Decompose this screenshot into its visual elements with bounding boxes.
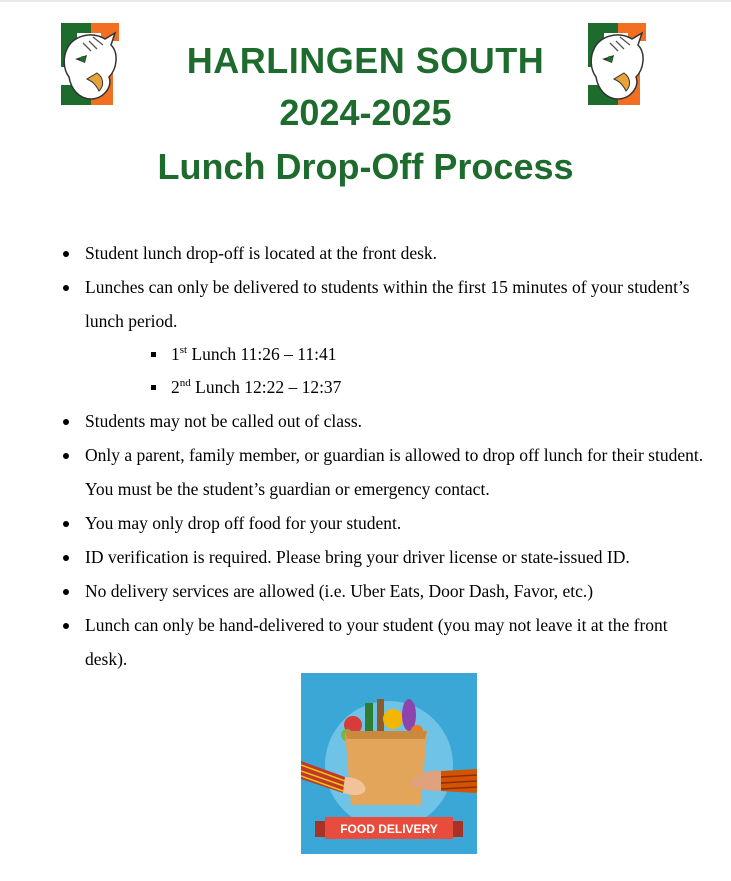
list-item: Lunch can only be hand-delivered to your student (you may not leave it at the front desk). — [58, 608, 708, 676]
rules-list — [58, 236, 708, 676]
list-item: ID verification is required. Please bring your driver license or state-issued ID. — [58, 540, 708, 574]
list-item — [58, 270, 708, 404]
list-item-text: Lunches can only be delivered to students within the first 15 minutes of your student’s lunch period. — [85, 277, 690, 331]
banner-text: FOOD DELIVERY — [340, 822, 438, 836]
list-item: Student lunch drop-off is located at the front desk. — [58, 236, 708, 270]
page-title-school: HARLINGEN SOUTH — [186, 40, 545, 81]
food-delivery-icon — [301, 673, 477, 854]
list-item: No delivery services are allowed (i.e. Uber Eats, Door Dash, Favor, etc.) — [58, 574, 708, 608]
lunch-period: 2nd Lunch 12:22 – 12:37 — [151, 371, 708, 404]
page-title-process: Lunch Drop-Off Process — [157, 146, 574, 187]
lunch-periods-list — [85, 338, 708, 404]
list-item: Students may not be called out of class. — [58, 404, 708, 438]
page-title-year: 2024-2025 — [279, 92, 452, 133]
top-divider — [0, 0, 731, 2]
list-item: You may only drop off food for your student. — [58, 506, 708, 540]
lunch-period: 1st Lunch 11:26 – 11:41 — [151, 338, 708, 371]
list-item: Only a parent, family member, or guardian is allowed to drop off lunch for their student. You must be the student’s guardian or emergency contact. — [58, 438, 708, 506]
